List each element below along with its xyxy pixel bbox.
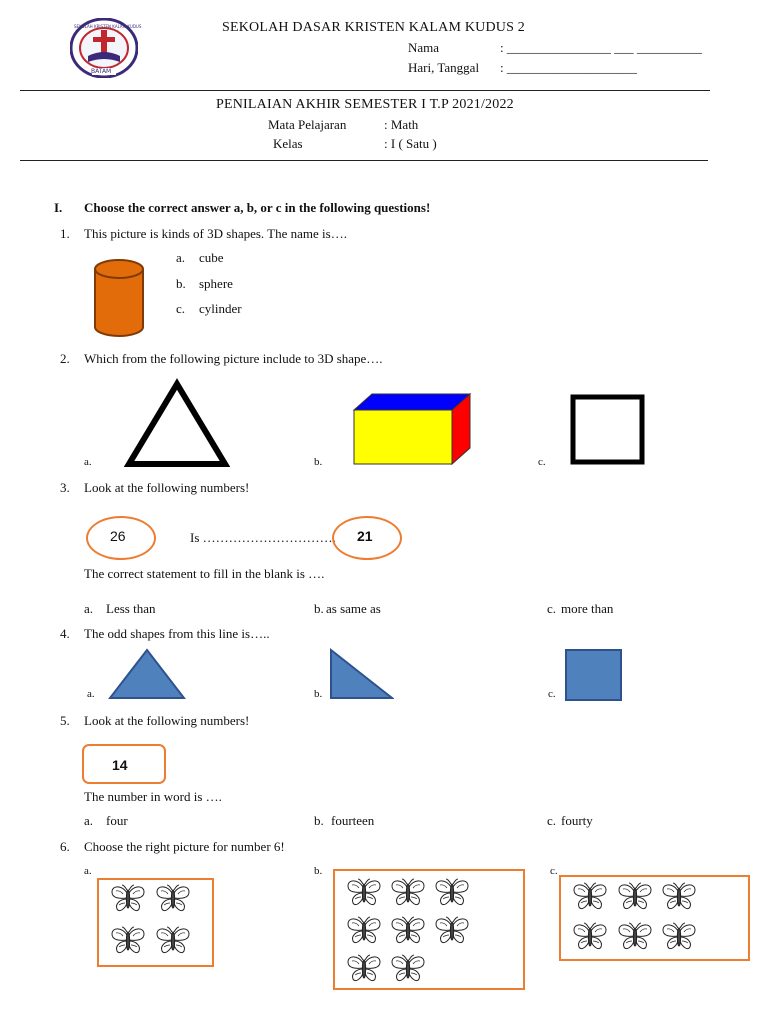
butterfly-icon <box>346 878 382 908</box>
butterfly-icon <box>110 926 146 956</box>
q3-text: Look at the following numbers! <box>84 480 250 495</box>
q2-text: Which from the following picture include to 3D shape…. <box>84 351 383 366</box>
butterfly-icon <box>346 916 382 946</box>
q2-number: 2. <box>60 351 70 366</box>
header-divider-bottom <box>20 160 708 161</box>
q3-option-c[interactable]: more than <box>561 601 614 616</box>
square-outline-shape <box>570 394 646 471</box>
cylinder-shape <box>93 258 145 343</box>
q1-option-c-letter: c. <box>176 301 186 316</box>
q4-number: 4. <box>60 626 70 641</box>
q3-option-b[interactable]: as same as <box>326 601 381 616</box>
q6-option-a[interactable]: a. <box>84 865 92 877</box>
q5-option-a[interactable]: four <box>106 813 128 828</box>
section-number: I. <box>54 200 63 215</box>
q4-option-a[interactable]: a. <box>87 688 95 700</box>
q5-text: Look at the following numbers! <box>84 713 250 728</box>
rectangular-prism-shape <box>352 392 472 471</box>
logo-bottom-text: BATAM <box>91 68 112 75</box>
subject-label: Mata Pelajaran <box>268 117 347 132</box>
q3-left-number: 26 <box>110 528 126 544</box>
butterfly-icon <box>661 922 697 952</box>
triangle-outline-shape <box>124 378 230 473</box>
blue-square-shape <box>564 648 624 707</box>
butterfly-icon <box>572 882 608 912</box>
q2-option-c[interactable]: c. <box>538 456 546 468</box>
q1-option-b[interactable]: sphere <box>199 276 233 291</box>
q6-number: 6. <box>60 839 70 854</box>
blue-right-triangle-shape <box>328 648 394 705</box>
q1-option-b-letter: b. <box>176 276 186 291</box>
butterfly-icon <box>346 954 382 984</box>
butterfly-icon <box>390 954 426 984</box>
header-divider-top <box>20 90 710 91</box>
butterfly-icon <box>155 926 191 956</box>
q3-option-a[interactable]: Less than <box>106 601 156 616</box>
q1-text: This picture is kinds of 3D shapes. The name is…. <box>84 226 347 241</box>
q1-number: 1. <box>60 226 70 241</box>
q3-option-a-letter: a. <box>84 601 94 616</box>
q6-text: Choose the right picture for number 6! <box>84 839 285 854</box>
butterfly-icon <box>155 884 191 914</box>
date-label: Hari, Tanggal <box>408 60 480 75</box>
q5-number: 5. <box>60 713 70 728</box>
butterfly-icon <box>110 884 146 914</box>
q5-option-b-letter: b. <box>314 813 324 828</box>
butterfly-icon <box>390 916 426 946</box>
butterfly-icon <box>434 916 470 946</box>
q4-text: The odd shapes from this line is….. <box>84 626 270 641</box>
butterfly-icon <box>434 878 470 908</box>
subject-value: : Math <box>384 117 419 132</box>
q6-option-b[interactable]: b. <box>314 865 323 877</box>
q5-option-c[interactable]: fourty <box>561 813 593 828</box>
q3-subtext: The correct statement to fill in the blank is …. <box>84 566 325 581</box>
q4-option-c[interactable]: c. <box>548 688 556 700</box>
blue-triangle-shape <box>108 648 186 705</box>
date-field[interactable]: : ____________________ <box>500 60 637 75</box>
q1-option-c[interactable]: cylinder <box>199 301 242 316</box>
q6-option-c[interactable]: c. <box>550 865 558 877</box>
q5-option-b[interactable]: fourteen <box>331 813 375 828</box>
butterfly-icon <box>390 878 426 908</box>
butterfly-icon <box>617 922 653 952</box>
q3-blank[interactable]: Is …………………………. <box>190 530 336 545</box>
class-label: Kelas <box>273 136 303 151</box>
q3-right-number: 21 <box>357 528 373 544</box>
butterfly-icon <box>661 882 697 912</box>
butterfly-icon <box>572 922 608 952</box>
q5-boxed-number: 14 <box>112 757 128 773</box>
q5-option-c-letter: c. <box>547 813 557 828</box>
exam-title: PENILAIAN AKHIR SEMESTER I T.P 2021/2022 <box>216 97 514 112</box>
butterfly-icon <box>617 882 653 912</box>
name-field[interactable]: : ________________ ___ __________ <box>500 40 702 55</box>
q1-option-a[interactable]: cube <box>199 250 224 265</box>
logo-ring-text: SEKOLAH KRISTEN KALAM KUDUS <box>74 24 142 29</box>
q3-option-b-letter: b. <box>314 601 324 616</box>
q2-option-b[interactable]: b. <box>314 456 323 468</box>
section-instruction: Choose the correct answer a, b, or c in the following questions! <box>84 200 431 215</box>
q3-option-c-letter: c. <box>547 601 557 616</box>
school-name: SEKOLAH DASAR KRISTEN KALAM KUDUS 2 <box>222 20 525 35</box>
q2-option-a[interactable]: a. <box>84 456 92 468</box>
q4-option-b[interactable]: b. <box>314 688 323 700</box>
class-value: : I ( Satu ) <box>384 136 437 151</box>
q3-number: 3. <box>60 480 70 495</box>
q5-subtext: The number in word is …. <box>84 789 222 804</box>
q1-option-a-letter: a. <box>176 250 186 265</box>
q5-option-a-letter: a. <box>84 813 94 828</box>
name-label: Nama <box>408 40 440 55</box>
